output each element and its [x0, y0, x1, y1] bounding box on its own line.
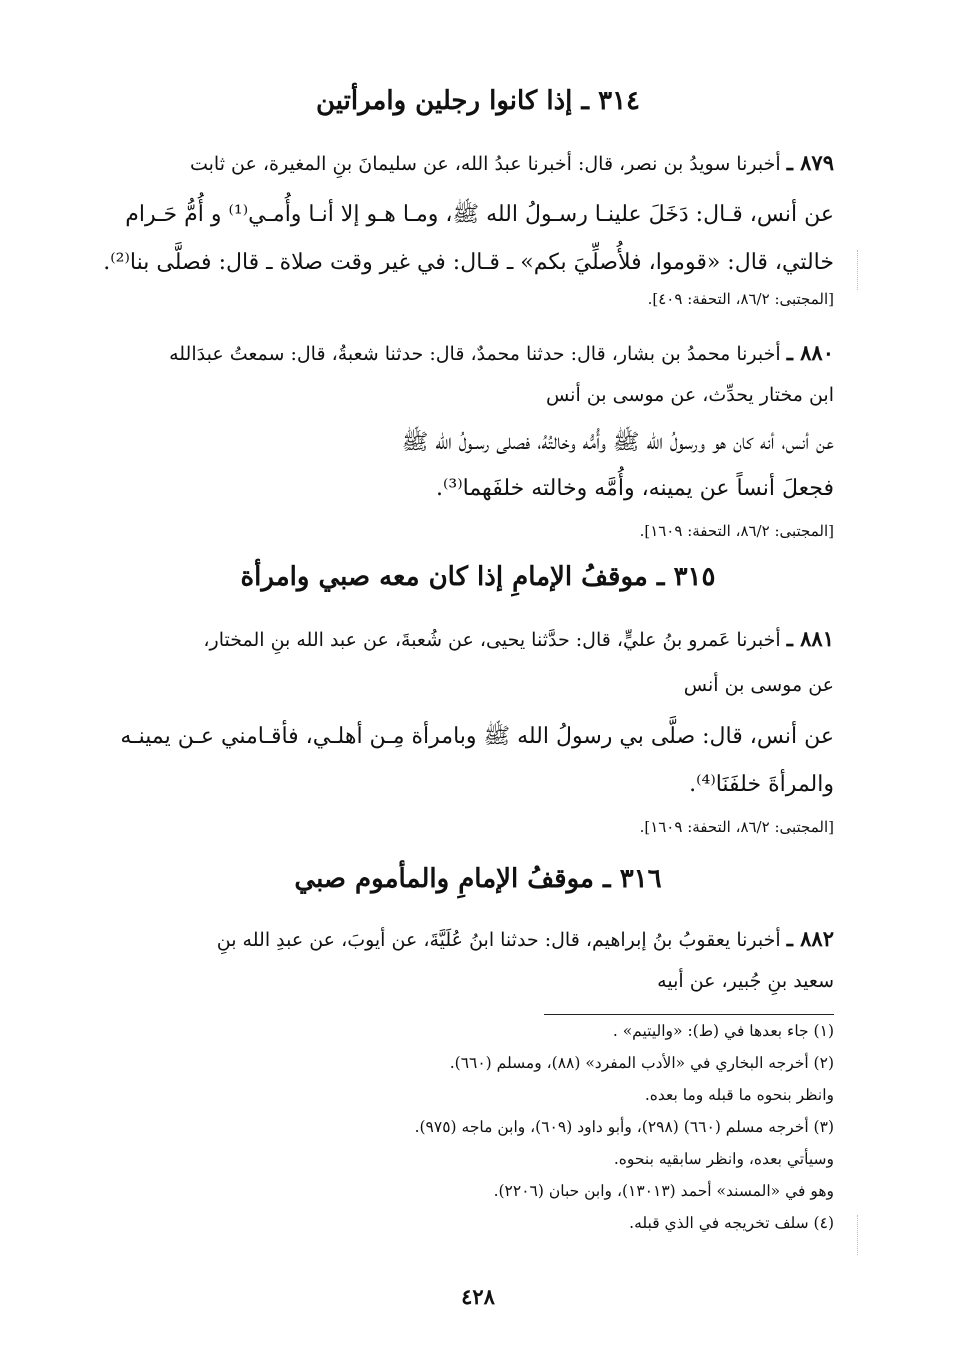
footnote-separator [544, 1014, 834, 1015]
footnote-line: (٣) أخرجه مسلم (٦٦٠) (٢٩٨)، وأبو داود (٦٠٩)، وابن ماجه (٩٧٥). [414, 1118, 834, 1136]
hadith-879-reference: [المجتبى: ٨٦/٢، التحفة: ٤٠٩]. [647, 290, 834, 308]
scan-margin-mark [857, 250, 859, 290]
hadith-880-matn-line-2: فجعلَ أنساً عن يمينه، وأُمَّه وخالته خلفَهما⁽³⁾. [436, 476, 834, 501]
hadith-number: ٨٨٢ ـ [786, 926, 834, 951]
hadith-881-reference: [المجتبى: ٨٦/٢، التحفة: ١٦٠٩]. [639, 818, 834, 836]
hadith-number: ٨٧٩ ـ [786, 150, 834, 175]
isnad-text: أخبرنا محمدُ بن بشار، قال: حدثنا محمدٌ، قال: حدثنا شعبةُ، قال: سمعتُ عبدَالله [169, 343, 781, 365]
hadith-881-isnad-line-1 [203, 626, 834, 651]
footnote-line: (١) جاء بعدها في (ط): «واليتيم» . [612, 1022, 834, 1040]
hadith-882-isnad-line-1 [217, 926, 834, 951]
footnote-line: (٢) أخرجه البخاري في «الأدب المفرد» (٨٨)، ومسلم (٦٦٠). [449, 1054, 834, 1072]
hadith-number: ٨٨١ ـ [786, 626, 834, 651]
page-number: ٤٢٨ [461, 1284, 495, 1309]
hadith-881-matn-line-2: والمرأةَ خلفَنَا⁽⁴⁾. [689, 772, 834, 797]
hadith-881-isnad-line-2: عن موسى بن أنس [683, 674, 834, 696]
footnote-line: (٤) سلف تخريجه في الذي قبله. [629, 1214, 834, 1232]
scan-margin-mark [857, 1215, 859, 1255]
hadith-882-isnad-line-2: سعيد بنِ جُبير، عن أبيه [657, 970, 834, 992]
hadith-880-reference: [المجتبى: ٨٦/٢، التحفة: ١٦٠٩]. [639, 522, 834, 540]
hadith-number: ٨٨٠ ـ [786, 340, 834, 365]
hadith-880-isnad-line-2: ابن مختار يحدِّث، عن موسى بن أنس [545, 384, 834, 406]
hadith-879-isnad-line-1 [190, 150, 834, 175]
section-heading-315: ٣١٥ ـ موقفُ الإمامِ إذا كان معه صبي وامرأة [240, 562, 716, 592]
hadith-879-matn-line-2: خالتي، قال: «قوموا، فلأُصلِّيَ بكم» ـ قـال: في غير وقت صلاة ـ قال: فصلَّى بنا⁽²⁾. [103, 250, 834, 275]
hadith-880-isnad-line-1 [169, 340, 834, 365]
isnad-text: أخبرنا يعقوبُ بنُ إبراهيم، قال: حدثنا ابنُ عُلَيَّةَ، عن أيوبَ، عن عبدِ الله بنِ [216, 929, 781, 951]
footnote-line: وهو في «المسند» أحمد (١٣٠١٣)، وابن حبان (٢٢٠٦). [493, 1182, 834, 1200]
isnad-text: أخبرنا سويدُ بن نصر، قال: أخبرنا عبدُ الله، عن سليمانَ بنِ المغيرة، عن ثابت [189, 153, 781, 175]
footnote-line: وسيأتي بعده، وانظر سابقيه بنحوه. [613, 1150, 834, 1168]
hadith-880-matn-line-1: عن أنس، أنه كان هو ورسولُ الله ﷺ وأُمُّه وخالتُهُ، فصلى رسـولُ الله ﷺ [401, 430, 834, 455]
hadith-881-matn-line-1: عن أنس، قال: صلَّى بي رسولُ الله ﷺ وبامرأة مِـن أهلـي، فأقـامني عـن يمينـه [120, 724, 834, 749]
hadith-879-matn-line-1: عن أنس، قـال: دَخَلَ علينـا رسـولُ الله ﷺ، ومـا هـو إلا أنـا وأُمـي⁽¹⁾ و أُمُّ حَـرام [125, 202, 834, 227]
section-heading-314: ٣١٤ ـ إذا كانوا رجلين وامرأتين [315, 86, 641, 116]
footnote-line: وانظر بنحوه ما قبله وما بعده. [644, 1086, 834, 1104]
isnad-text: أخبرنا عَمرو بنُ عليٍّ، قال: حدَّثنا يحيى، عن شُعبةَ، عن عبد الله بنِ المختار، [203, 629, 781, 651]
section-heading-316: ٣١٦ ـ موقفُ الإمامِ والمأموم صبي [294, 864, 662, 894]
